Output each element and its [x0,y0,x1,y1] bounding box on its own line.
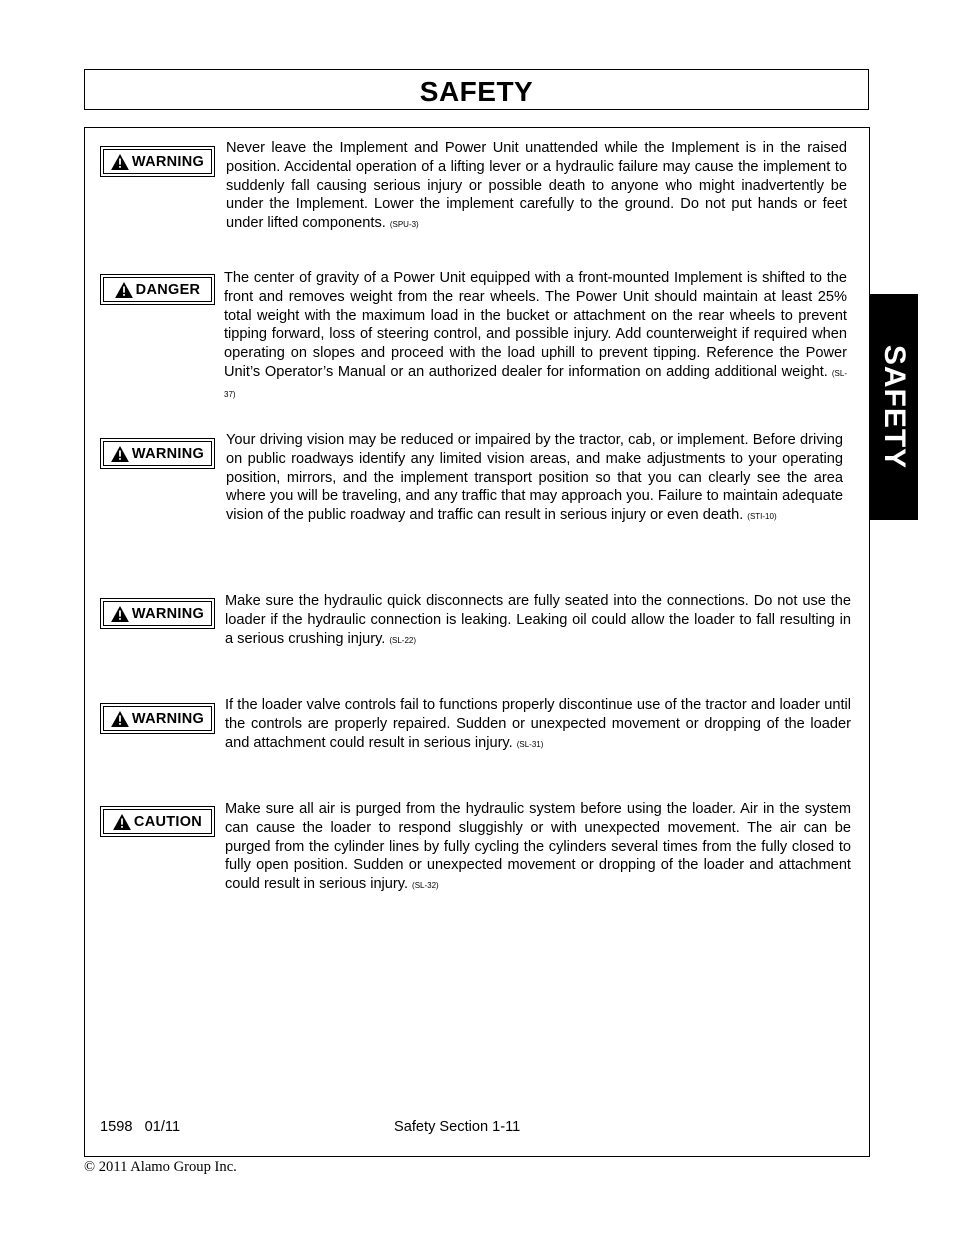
message-text: Your driving vision may be reduced or impaired by the tractor, cab, or implement. Before driving on public roadways identify any limited vision areas, and make adjustments to your operating position, mirrors, and the implement transport position so that you can clearly see the area where you will be traveling, and any traffic that may approach you. Failure to maintain adequate vision of the public roadway and traffic can result in serious injury or even death. [226,432,843,524]
alert-triangle-icon [115,282,133,298]
safety-message [226,431,843,527]
signal-word: WARNING [131,153,205,170]
safety-message [225,696,851,754]
caution-badge [100,806,215,837]
message-text: The center of gravity of a Power Unit equipped with a front-mounted Implement is shifted to the front and removes weight from the rear wheels. The Power Unit should maintain at least 25% total weight with the maximum load in the bucket or attachment on the rear wheels to prevent tipping forward, loss of steering control, and possible injury. Add counterweight if required when operating on slopes and proceed with the load uphill to prevent tipping. Reference the Power Unit’s Operator’s Manual or an authorized dealer for information on adding additional weight. [224,270,847,380]
safety-message [224,269,847,405]
safety-message [225,800,851,896]
signal-word: WARNING [131,605,205,622]
message-code: (STI-10) [747,512,777,522]
message-text: Never leave the Implement and Power Unit unattended while the Implement is in the raised position. Accidental operation of a lifting lever or a hydraulic failure may cause the implement to suddenly fall causing serious injury or possible death to anyone who might inadvertently be under the Implement. Lower the implement carefully to the ground. Do not put hands or feet under lifted components. [226,140,847,232]
message-text: Make sure the hydraulic quick disconnects are fully seated into the connections. Do not use the loader if the hydraulic connection is leaking. Leaking oil could allow the loader to fall resulting in a serious crushing injury. [225,593,851,647]
alert-triangle-icon [111,606,129,622]
copyright-notice: © 2011 Alamo Group Inc. [84,1159,237,1175]
signal-word: CAUTION [133,813,203,830]
page-header [84,69,869,110]
signal-word: WARNING [131,710,205,727]
alert-triangle-icon [111,154,129,170]
message-text: Make sure all air is purged from the hydraulic system before using the loader. Air in the system can cause the loader to respond sluggishly or with unexpected movement. The air can be purged from the cylinder lines by fully cycling the cylinders several times from the fully closed to fully open position. Sudden or unexpected movement or dropping of the loader and attachment could result in serious injury. [225,801,851,893]
footer-part-number: 1598 01/11 [100,1119,181,1135]
alert-triangle-icon [111,711,129,727]
side-tab-label: SAFETY [877,344,911,470]
signal-word: WARNING [131,445,205,462]
warning-badge [100,438,215,469]
alert-triangle-icon [111,446,129,462]
message-code: (SL-22) [389,635,417,645]
message-code: (SL-32) [412,881,439,891]
danger-badge [100,274,215,305]
safety-message [225,592,851,650]
warning-badge [100,703,215,734]
alert-triangle-icon [113,814,131,830]
safety-message [226,139,847,235]
warning-badge [100,146,215,177]
section-side-tab [869,294,918,520]
signal-word: DANGER [135,281,201,298]
message-code: (SL-37) [224,368,847,399]
page-title: SAFETY [419,76,534,107]
message-code: (SL-31) [516,739,544,749]
footer-section-page: Safety Section 1-11 [394,1119,521,1135]
message-code: (SPU-3) [389,220,419,230]
message-text: If the loader valve controls fail to functions properly discontinue use of the tractor and loader until the controls are properly repaired. Sudden or unexpected movement or dropping of the loader and attachment could result in serious injury. [225,697,851,751]
warning-badge [100,598,215,629]
